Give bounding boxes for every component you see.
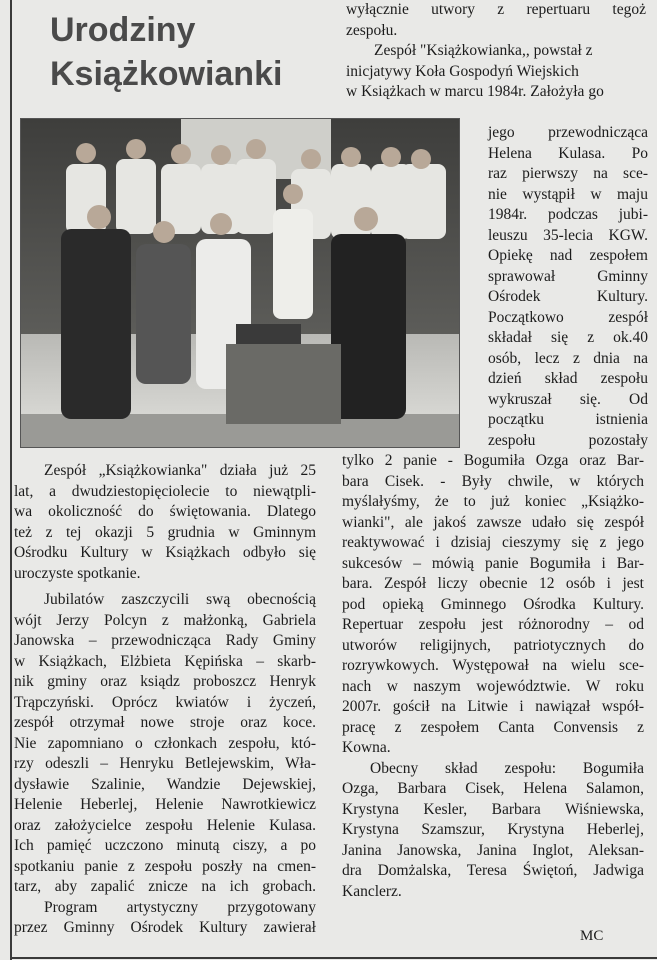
text-line: sprawował Gminny <box>488 267 648 285</box>
text-line: pracę z zespołem Canta Convensis z <box>342 718 644 736</box>
text-line: też z tej okazji 5 grudnia w Gminnym <box>14 523 316 541</box>
text-line: Janowska – przewodnicząca Rady Gminy <box>14 632 316 649</box>
text-line: Helena Kulasa. Po <box>488 144 648 162</box>
right-column-narrow <box>488 123 648 451</box>
text-line: rzy odeszli – Henryku Betlejewskim, Wła- <box>14 755 316 772</box>
text-line: Janina Janowska, Janina Inglot, Aleksan- <box>342 841 644 859</box>
text-line: leuszu 35-lecia KGW. <box>488 226 648 244</box>
text-line: zespołu. <box>346 21 398 39</box>
text-line: raz pierwszy na sce- <box>488 165 648 182</box>
text-line: tylko 2 panie - Bogumiła Ozga oraz Bar- <box>342 452 644 469</box>
right-column-bottom <box>342 451 644 902</box>
text-line: spotkaniu panie z zespołu poszły na cmen- <box>14 857 316 875</box>
text-line: jego przewodnicząca <box>488 124 648 141</box>
text-line: myślałyśmy, że to już koniec „Książko- <box>342 493 644 510</box>
text-line: pod opieką Gminnego Ośrodka Kultury. <box>342 595 644 613</box>
text-line: lat, a dwudziestopięciolecie to niewątpli- <box>14 482 316 500</box>
text-line: Program artystyczny przygotowany <box>44 898 316 916</box>
text-line: Helenie Heberlej, Helenie Nawrotkiewicz <box>14 796 316 813</box>
text-line: 1984r. podczas jubi- <box>488 206 648 223</box>
text-line: nach w naszym województwie. W roku <box>342 677 644 695</box>
text-line: Ich pamięć uczczono minutą ciszy, a po <box>14 837 316 854</box>
text-line: reaktywować i dzisiaj cieszymy się z jego <box>342 534 644 551</box>
group-photo-image <box>21 119 459 447</box>
bottom-border-line <box>10 957 657 959</box>
text-line: bara Cisek. - Były chwile, w których <box>342 472 644 490</box>
text-line: Zespół "Książkowianka,, powstał z <box>374 42 593 59</box>
text-line: uroczyste spotkanie. <box>14 564 141 582</box>
text-line: dysławie Szalinie, Wandzie Dejewskiej, <box>14 775 316 793</box>
author-signature: MC <box>580 928 604 944</box>
text-line: wyłącznie utwory z repertuaru tegoż <box>346 1 646 18</box>
text-line: Zespół „Książkowianka" działa już 25 <box>44 462 316 479</box>
text-line: w Książkach w marcu 1984r. Założyła go <box>346 83 604 100</box>
text-line: wykruszał się. Od <box>488 390 648 408</box>
text-line: Opiekę nad zespołem <box>488 247 648 264</box>
text-line: nik gminy oraz ksiądz proboszcz Henryk <box>14 673 316 690</box>
text-line: osób, lecz z dnia na <box>488 349 648 367</box>
text-line: przez Gminny Ośrodek Kultury zawierał <box>14 919 316 936</box>
text-line: Kanclerz. <box>342 882 402 900</box>
text-line: Krystyna Szamszur, Krystyna Heberlej, <box>342 821 644 838</box>
text-line: zespół otrzymał nowe stroje oraz koce. <box>14 714 316 731</box>
text-line: Repertuar zespołu jest różnorodny – od <box>342 616 644 633</box>
text-line: Krystyna Kesler, Barbara Wiśniewska, <box>342 800 644 818</box>
text-line: wójt Jerzy Polcyn z małżonką, Gabriela <box>14 611 316 629</box>
text-line: oraz założycielce zespołu Helenie Kulasa. <box>14 816 316 834</box>
title-line-1: Urodziny <box>50 11 196 49</box>
text-line: utworów religijnych, patriotycznych do <box>342 636 644 654</box>
text-line: w Książkach, Elżbieta Kępińska – skarb- <box>14 652 316 670</box>
article-title <box>50 8 282 96</box>
text-line: Trąpczyński. Oprócz kwiatów i życzeń, <box>14 693 316 711</box>
text-line: inicjatywy Koła Gospodyń Wiejskich <box>346 62 579 80</box>
text-line: wianki", ale jakoś zawsze udało się zespół <box>342 513 644 531</box>
left-border-line <box>10 0 12 960</box>
text-line: Ośrodku Kultury w Książkach odbyło się <box>14 544 316 561</box>
left-column <box>14 461 316 939</box>
text-line: wa okoliczność do świętowania. Dlatego <box>14 503 316 520</box>
text-line: Jubilatów zaszczycili swą obecnością <box>44 591 316 608</box>
text-line: składał się z ok.40 <box>488 329 648 346</box>
text-line: Ozga, Barbara Cisek, Helena Salamon, <box>342 780 644 797</box>
text-line: 2007r. gościł na Litwie i nawiązał współ- <box>342 698 644 715</box>
right-column-top <box>346 0 646 103</box>
title-line-2: Książkowianki <box>50 55 283 93</box>
text-line: Obecny skład zespołu: Bogumiła <box>370 759 644 777</box>
text-line: zespołu pozostały <box>488 431 648 449</box>
text-line: Początkowo zespół <box>488 308 648 326</box>
text-line: dra Domżalska, Teresa Świętoń, Jadwiga <box>342 862 644 879</box>
text-line: bara. Zespół liczy obecnie 12 osób i jest <box>342 575 644 592</box>
group-photo <box>20 118 460 448</box>
text-line: Ośrodek Kultury. <box>488 288 648 305</box>
text-line: tarz, aby zapalić znicze na ich grobach. <box>14 878 316 895</box>
text-line: nie wystąpił w maju <box>488 185 648 203</box>
text-line: sukcesów – mówią panie Bogumiła i Bar- <box>342 554 644 572</box>
text-line: Nie zapomniano o członkach zespołu, któ- <box>14 734 316 752</box>
text-line: rozrywkowych. Występował na wielu sce- <box>342 657 644 674</box>
text-line: Kowna. <box>342 739 391 756</box>
text-line: początku istnienia <box>488 411 648 428</box>
text-line: dzień skład zespołu <box>488 370 648 387</box>
